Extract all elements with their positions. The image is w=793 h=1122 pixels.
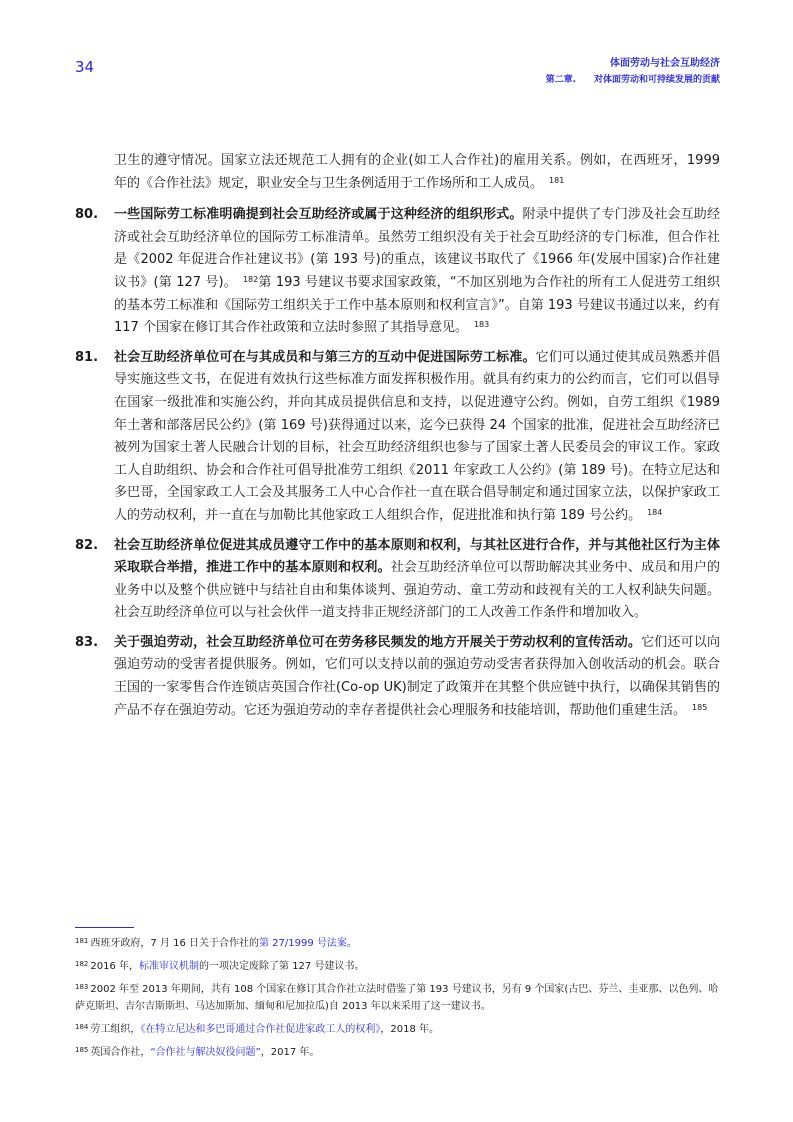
paragraph-text: 社会互助经济单位可以帮助解决其业务中、成员和用户的业务中以及整个供应链中与结社自由和集体谈判、强迫劳动、童工劳动和歧视有关的工人权利缺失问题。社会互助经济单位可以与社会伙伴一道支持非正规经济部门的工人改善工作条件和增加收入。 — [114, 560, 720, 621]
paragraph-text: 附录中提供了专门涉及社会互助经济或社会互助经济单位的国际劳工标准清单。虽然劳工组织没有关于社会互助经济的专门标准，但合作社是《2002 年促进合作社建议书》(第 193 号)的重点，该建议书取代了《1966 年(发展中国家)合作社建议书》(第 127 号)。 — [114, 207, 720, 290]
footnote-text-end: 的一项决定废除了第 127 号建议书。 — [199, 961, 365, 972]
footnote-ref[interactable]: 182 — [242, 274, 259, 284]
paragraph-82 — [75, 535, 720, 625]
chapter-heading — [546, 72, 720, 88]
footnote-number: 182 — [75, 960, 89, 968]
footnote-text-end: ，2017 年。 — [260, 1047, 320, 1058]
footnote-182 — [75, 956, 720, 975]
paragraph-text: 卫生的遵守情况。国家立法还规范工人拥有的企业(如工人合作社)的雇用关系。例如，在西班牙，1999 年的《合作社法》规定，职业安全与卫生条例适用于工作场所和工人成员。 — [114, 153, 720, 191]
continuation-paragraph — [75, 150, 720, 195]
page-number: 34 — [75, 58, 95, 76]
footnotes — [75, 933, 720, 1065]
report-title: 体面劳动与社会互助经济 — [610, 58, 720, 69]
footnote-ref[interactable]: 185 — [692, 702, 708, 712]
footnote-ref[interactable]: 184 — [647, 507, 663, 517]
footnote-number: 185 — [75, 1046, 89, 1054]
footnote-text: 劳工组织， — [90, 1024, 141, 1035]
body-text — [75, 150, 720, 729]
paragraph-lead: 社会互助经济单位可在与其成员和与第三方的互动中促进国际劳工标准。 — [114, 349, 536, 365]
paragraph-text-continued: 第 193 号建议书要求国家政策，“不加区别地为合作社的所有工人促进劳工组织的基本劳工标准和《国际劳工组织关于工作中基本原则和权利宣言》”。自第 193 号建议书通过以来，约有 117 个国家在修订其合作社政策和立法时参照了其指导意见。 — [114, 274, 720, 336]
footnote-text: 2002 年至 2013 年期间，共有 108 个国家在修订其合作社立法时借鉴了第 193 号建议书，另有 9 个国家(古巴、芬兰、圭亚那、以色列、哈萨克斯坦、吉尔吉斯斯坦、马达加斯加、缅甸和尼加拉瓜)自 2013 年以来采用了这一建议书。 — [75, 984, 719, 1012]
footnote-number: 184 — [75, 1023, 89, 1031]
paragraph-number: 82. — [75, 537, 99, 553]
paragraph-number: 83. — [75, 634, 99, 650]
chapter-label: 第二章. — [545, 75, 576, 85]
paragraph-81 — [75, 347, 720, 528]
footnote-text: 2016 年， — [90, 961, 140, 972]
footnote-text: 西班牙政府，7 月 16 日关于合作社的 — [90, 938, 259, 949]
paragraph-lead: 一些国际劳工标准明确提到社会互助经济或属于这种经济的组织形式。 — [114, 207, 523, 223]
footnote-181 — [75, 933, 720, 952]
paragraph-lead: 社会互助经济单位促进其成员遵守工作中的基本原则和权利，与其社区进行合作，并与其他社区行为主体采取联合举措，推进工作中的基本原则和权利。 — [114, 537, 720, 576]
paragraph-lead: 关于强迫劳动，社会互助经济单位可在劳务移民频发的地方开展关于劳动权利的宣传活动。 — [114, 634, 642, 650]
paragraph-text: 它们可以通过使其成员熟悉并倡导实施这些文书，在促进有效执行这些标准方面发挥积极作用。就具有约束力的公约而言，它们可以倡导在国家一级批准和实施公约，并向其成员提供信息和支持，以促进遵守公约。例如，自劳工组织《1989 年土著和部落居民公约》(第 169 号)获得通过以来，迄今已获得 24 个国家的批准，促进社会互助经济已被列为国家土著人民融合计划的目标，社会互助经济组织也参与了国家土著人民委员会的审议工作。家政工人自助组织、协会和合作社可倡导批准劳工组织《2011 年家政工人公约》(第 189 号)。在特立尼达和多巴哥，全国家政工人工会及其服务工人中心合作社一直在联合倡导制定和通过国家立法，以保护家政工人的劳动权利，并一直在与加勒比其他家政工人组织合作，促进批准和执行第 189 号公约。 — [114, 349, 720, 523]
footnote-text-end: 。 — [346, 938, 357, 949]
footnote-link[interactable]: 第 27/1999 号法案 — [259, 938, 347, 949]
footnote-number: 181 — [75, 937, 89, 945]
paragraph-text: 它们还可以向强迫劳动的受害者提供服务。例如，它们可以支持以前的强迫劳动受害者获得加入创收活动的机会。联合王国的一家零售合作连锁店英国合作社(Co-op UK)制定了政策并在其整个供应链中执行，以确保其销售的产品不存在强迫劳动。它还为强迫劳动的幸存者提供社会心理服务和技能培训，帮助他们重建生活。 — [114, 634, 720, 718]
paragraph-number: 81. — [75, 349, 99, 365]
footnote-ref[interactable]: 183 — [473, 320, 490, 330]
footnote-number: 183 — [75, 983, 89, 991]
footnote-divider — [75, 927, 134, 928]
paragraph-80 — [75, 204, 720, 340]
footnote-text: 英国合作社， — [90, 1047, 151, 1058]
footnote-link[interactable]: 标准审议机制 — [139, 961, 200, 972]
chapter-title: 对体面劳动和可持续发展的贡献 — [593, 75, 720, 85]
footnote-183 — [75, 979, 720, 1015]
footnote-184 — [75, 1019, 720, 1038]
paragraph-number: 80. — [75, 207, 99, 223]
footnote-link[interactable]: “合作社与解决奴役问题” — [150, 1047, 261, 1058]
footnote-text-end: ，2018 年。 — [380, 1024, 440, 1035]
paragraph-83 — [75, 632, 720, 722]
running-head — [546, 56, 720, 88]
footnote-link[interactable]: 《在特立尼达和多巴哥通过合作社促进家政工人的权利》 — [140, 1024, 381, 1035]
footnote-ref[interactable]: 181 — [549, 175, 565, 185]
footnote-185 — [75, 1042, 720, 1061]
